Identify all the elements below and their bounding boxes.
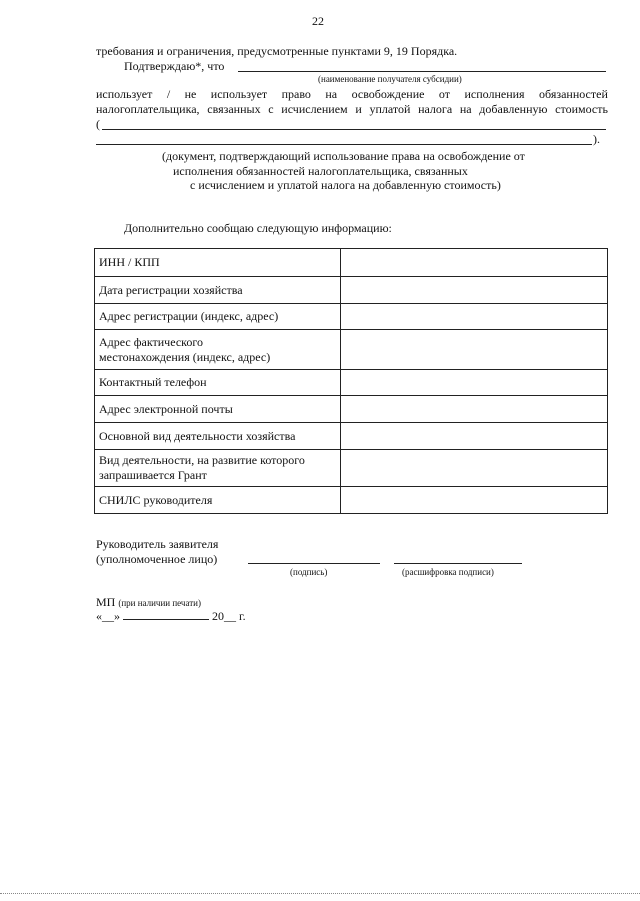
word: с	[268, 102, 274, 116]
month-blank[interactable]	[123, 609, 209, 620]
page-number: 22	[312, 14, 324, 28]
label-line: Вид деятельности, на развитие которого	[99, 453, 305, 467]
word: обязанностей	[539, 87, 608, 101]
row-value[interactable]	[341, 249, 608, 277]
row-label	[95, 249, 341, 277]
taxpayer-line	[96, 102, 608, 117]
word: стоимость	[555, 102, 608, 116]
table-row	[95, 277, 608, 304]
requirements-line: требования и ограничения, предусмотренные пунктами 9, 19 Порядка.	[96, 44, 458, 58]
row-value[interactable]	[341, 396, 608, 423]
mp-label: МП	[96, 595, 116, 609]
word: не	[184, 87, 197, 101]
document-caption-1: (документ, подтверждающий использование права на освобождение от	[162, 149, 525, 163]
table-row	[95, 330, 608, 370]
table-row	[95, 396, 608, 423]
word: добавленную	[479, 102, 548, 116]
document-caption-3: с исчислением и уплатой налога на добавленную стоимость)	[190, 178, 501, 192]
table-row	[95, 450, 608, 487]
row-value[interactable]	[341, 450, 608, 487]
signature-line[interactable]	[248, 563, 380, 564]
row-label	[95, 330, 341, 370]
table-row	[95, 487, 608, 514]
label-line: Основной вид деятельности хозяйства	[99, 428, 296, 443]
table-row	[95, 249, 608, 277]
row-label	[95, 423, 341, 450]
row-value[interactable]	[341, 277, 608, 304]
uses-right-line	[96, 87, 608, 102]
year-prefix: 20	[212, 609, 224, 623]
info-table	[94, 248, 608, 514]
decoding-caption: (расшифровка подписи)	[402, 567, 494, 577]
table-row	[95, 304, 608, 330]
head-title-line-1: Руководитель заявителя	[96, 537, 219, 551]
document-line-2[interactable]	[96, 144, 592, 145]
label-line: Адрес регистрации (индекс, адрес)	[99, 309, 279, 323]
row-value[interactable]	[341, 487, 608, 514]
label-line: Адрес фактического	[99, 334, 203, 349]
confirm-label: Подтверждаю*, что	[124, 59, 225, 73]
word: налога	[418, 102, 453, 116]
label-line: СНИЛС руководителя	[99, 492, 213, 507]
label-line: местонахождения (индекс, адрес)	[99, 349, 271, 364]
head-title-line-2: (уполномоченное лицо)	[96, 552, 218, 566]
row-label	[95, 370, 341, 396]
word: использует	[210, 87, 268, 101]
label-line: Дата регистрации хозяйства	[99, 282, 243, 297]
word: связанных	[207, 102, 261, 116]
signature-caption: (подпись)	[290, 567, 328, 577]
row-value[interactable]	[341, 370, 608, 396]
word: /	[166, 87, 171, 101]
label-line: ИНН / КПП	[99, 255, 160, 269]
label-line: Адрес электронной почты	[99, 401, 233, 416]
word: исчислением	[281, 102, 348, 116]
label-line: Контактный телефон	[99, 375, 207, 389]
word: на	[325, 87, 338, 101]
mp-note: (при наличии печати)	[118, 598, 201, 608]
row-value[interactable]	[341, 330, 608, 370]
recipient-caption: (наименование получателя субсидии)	[318, 74, 462, 84]
word: исполнения	[464, 87, 525, 101]
day-blank[interactable]: __	[102, 609, 114, 623]
word: и	[355, 102, 362, 116]
label-line: запрашивается Грант	[99, 468, 207, 482]
word: от	[438, 87, 451, 101]
table-row	[95, 370, 608, 396]
open-paren: (	[96, 117, 100, 131]
recipient-name-line[interactable]	[238, 71, 606, 72]
year-suffix: г.	[239, 609, 246, 623]
document-caption-2: исполнения обязанностей налогоплательщика, связанных	[173, 164, 468, 178]
document-line-1[interactable]	[102, 129, 606, 130]
close-paren: ).	[593, 132, 600, 146]
word: на	[459, 102, 472, 116]
date-open-quote: «	[96, 609, 102, 623]
signature-decoding-line[interactable]	[394, 563, 522, 564]
table-row	[95, 423, 608, 450]
word: использует	[96, 87, 153, 101]
scan-edge-divider	[0, 893, 640, 894]
row-label	[95, 396, 341, 423]
word: право	[281, 87, 311, 101]
word: налогоплательщика,	[96, 102, 200, 116]
word: уплатой	[369, 102, 411, 116]
row-label	[95, 277, 341, 304]
row-label	[95, 450, 341, 487]
row-value[interactable]	[341, 304, 608, 330]
stamp-line	[96, 595, 201, 609]
additional-info-heading: Дополнительно сообщаю следующую информацию:	[124, 221, 392, 235]
word: освобождение	[351, 87, 425, 101]
row-value[interactable]	[341, 423, 608, 450]
row-label	[95, 487, 341, 514]
date-close-quote: »	[114, 609, 120, 623]
date-line	[96, 609, 246, 623]
row-label	[95, 304, 341, 330]
year-blank[interactable]: __	[224, 609, 236, 623]
